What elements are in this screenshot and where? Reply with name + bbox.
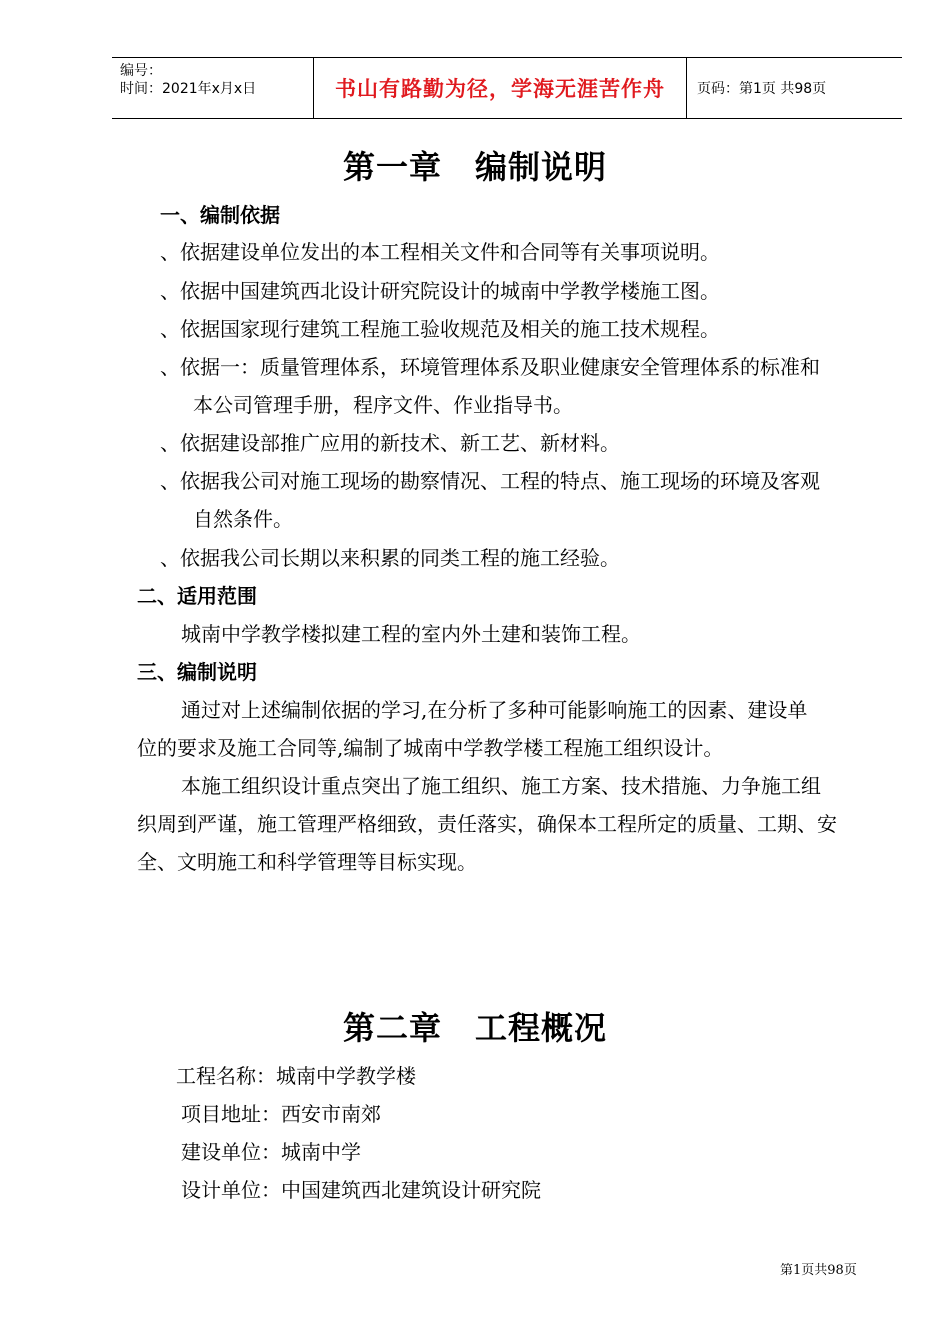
basis-item-7: 、依据我公司长期以来积累的同类工程的施工经验。 bbox=[160, 546, 620, 570]
header-page-label: 页码：第1页 共98页 bbox=[697, 81, 827, 97]
section-2-title: 二、适用范围 bbox=[137, 584, 257, 608]
time-label: 时间：2021年x月x日 bbox=[120, 81, 257, 97]
para2-line-1: 本施工组织设计重点突出了施工组织、施工方案、技术措施、力争施工组 bbox=[181, 774, 821, 798]
project-address: 项目地址：西安市南郊 bbox=[181, 1102, 381, 1126]
chapter-2-title: 第二章 工程概况 bbox=[342, 1009, 607, 1047]
basis-item-1: 、依据建设单位发出的本工程相关文件和合同等有关事项说明。 bbox=[160, 240, 720, 264]
basis-item-4-cont: 本公司管理手册，程序文件、作业指导书。 bbox=[193, 393, 573, 417]
basis-item-3: 、依据国家现行建筑工程施工验收规范及相关的施工技术规程。 bbox=[160, 317, 720, 341]
construction-unit: 建设单位：城南中学 bbox=[181, 1140, 361, 1164]
basis-item-6-cont: 自然条件。 bbox=[193, 507, 293, 531]
basis-item-2: 、依据中国建筑西北设计研究院设计的城南中学教学楼施工图。 bbox=[160, 279, 720, 303]
design-unit: 设计单位：中国建筑西北建筑设计研究院 bbox=[181, 1178, 541, 1202]
basis-item-5: 、依据建设部推广应用的新技术、新工艺、新材料。 bbox=[160, 431, 620, 455]
para1-line-1: 通过对上述编制依据的学习,在分析了多种可能影响施工的因素、建设单 bbox=[181, 698, 808, 722]
section-3-title: 三、编制说明 bbox=[137, 660, 257, 684]
header-motto: 书山有路勤为径，学海无涯苦作舟 bbox=[313, 58, 687, 118]
para2-line-2: 织周到严谨，施工管理严格细致，责任落实，确保本工程所定的质量、工期、安 bbox=[137, 812, 837, 836]
basis-item-4: 、依据一：质量管理体系，环境管理体系及职业健康安全管理体系的标准和 bbox=[160, 355, 820, 379]
para1-line-2: 位的要求及施工合同等,编制了城南中学教学楼工程施工组织设计。 bbox=[137, 736, 724, 760]
page-footer: 第1页共98页 bbox=[780, 1263, 857, 1278]
page-header bbox=[112, 57, 902, 119]
para2-line-3: 全、文明施工和科学管理等目标实现。 bbox=[137, 850, 477, 874]
number-label: 编号： bbox=[120, 63, 162, 79]
project-name: 工程名称：城南中学教学楼 bbox=[176, 1064, 416, 1088]
chapter-1-title: 第一章 编制说明 bbox=[342, 148, 607, 186]
header-meta bbox=[112, 58, 313, 118]
scope-text: 城南中学教学楼拟建工程的室内外土建和装饰工程。 bbox=[181, 622, 641, 646]
section-1-title: 一、编制依据 bbox=[160, 203, 280, 227]
basis-item-6: 、依据我公司对施工现场的勘察情况、工程的特点、施工现场的环境及客观 bbox=[160, 469, 820, 493]
